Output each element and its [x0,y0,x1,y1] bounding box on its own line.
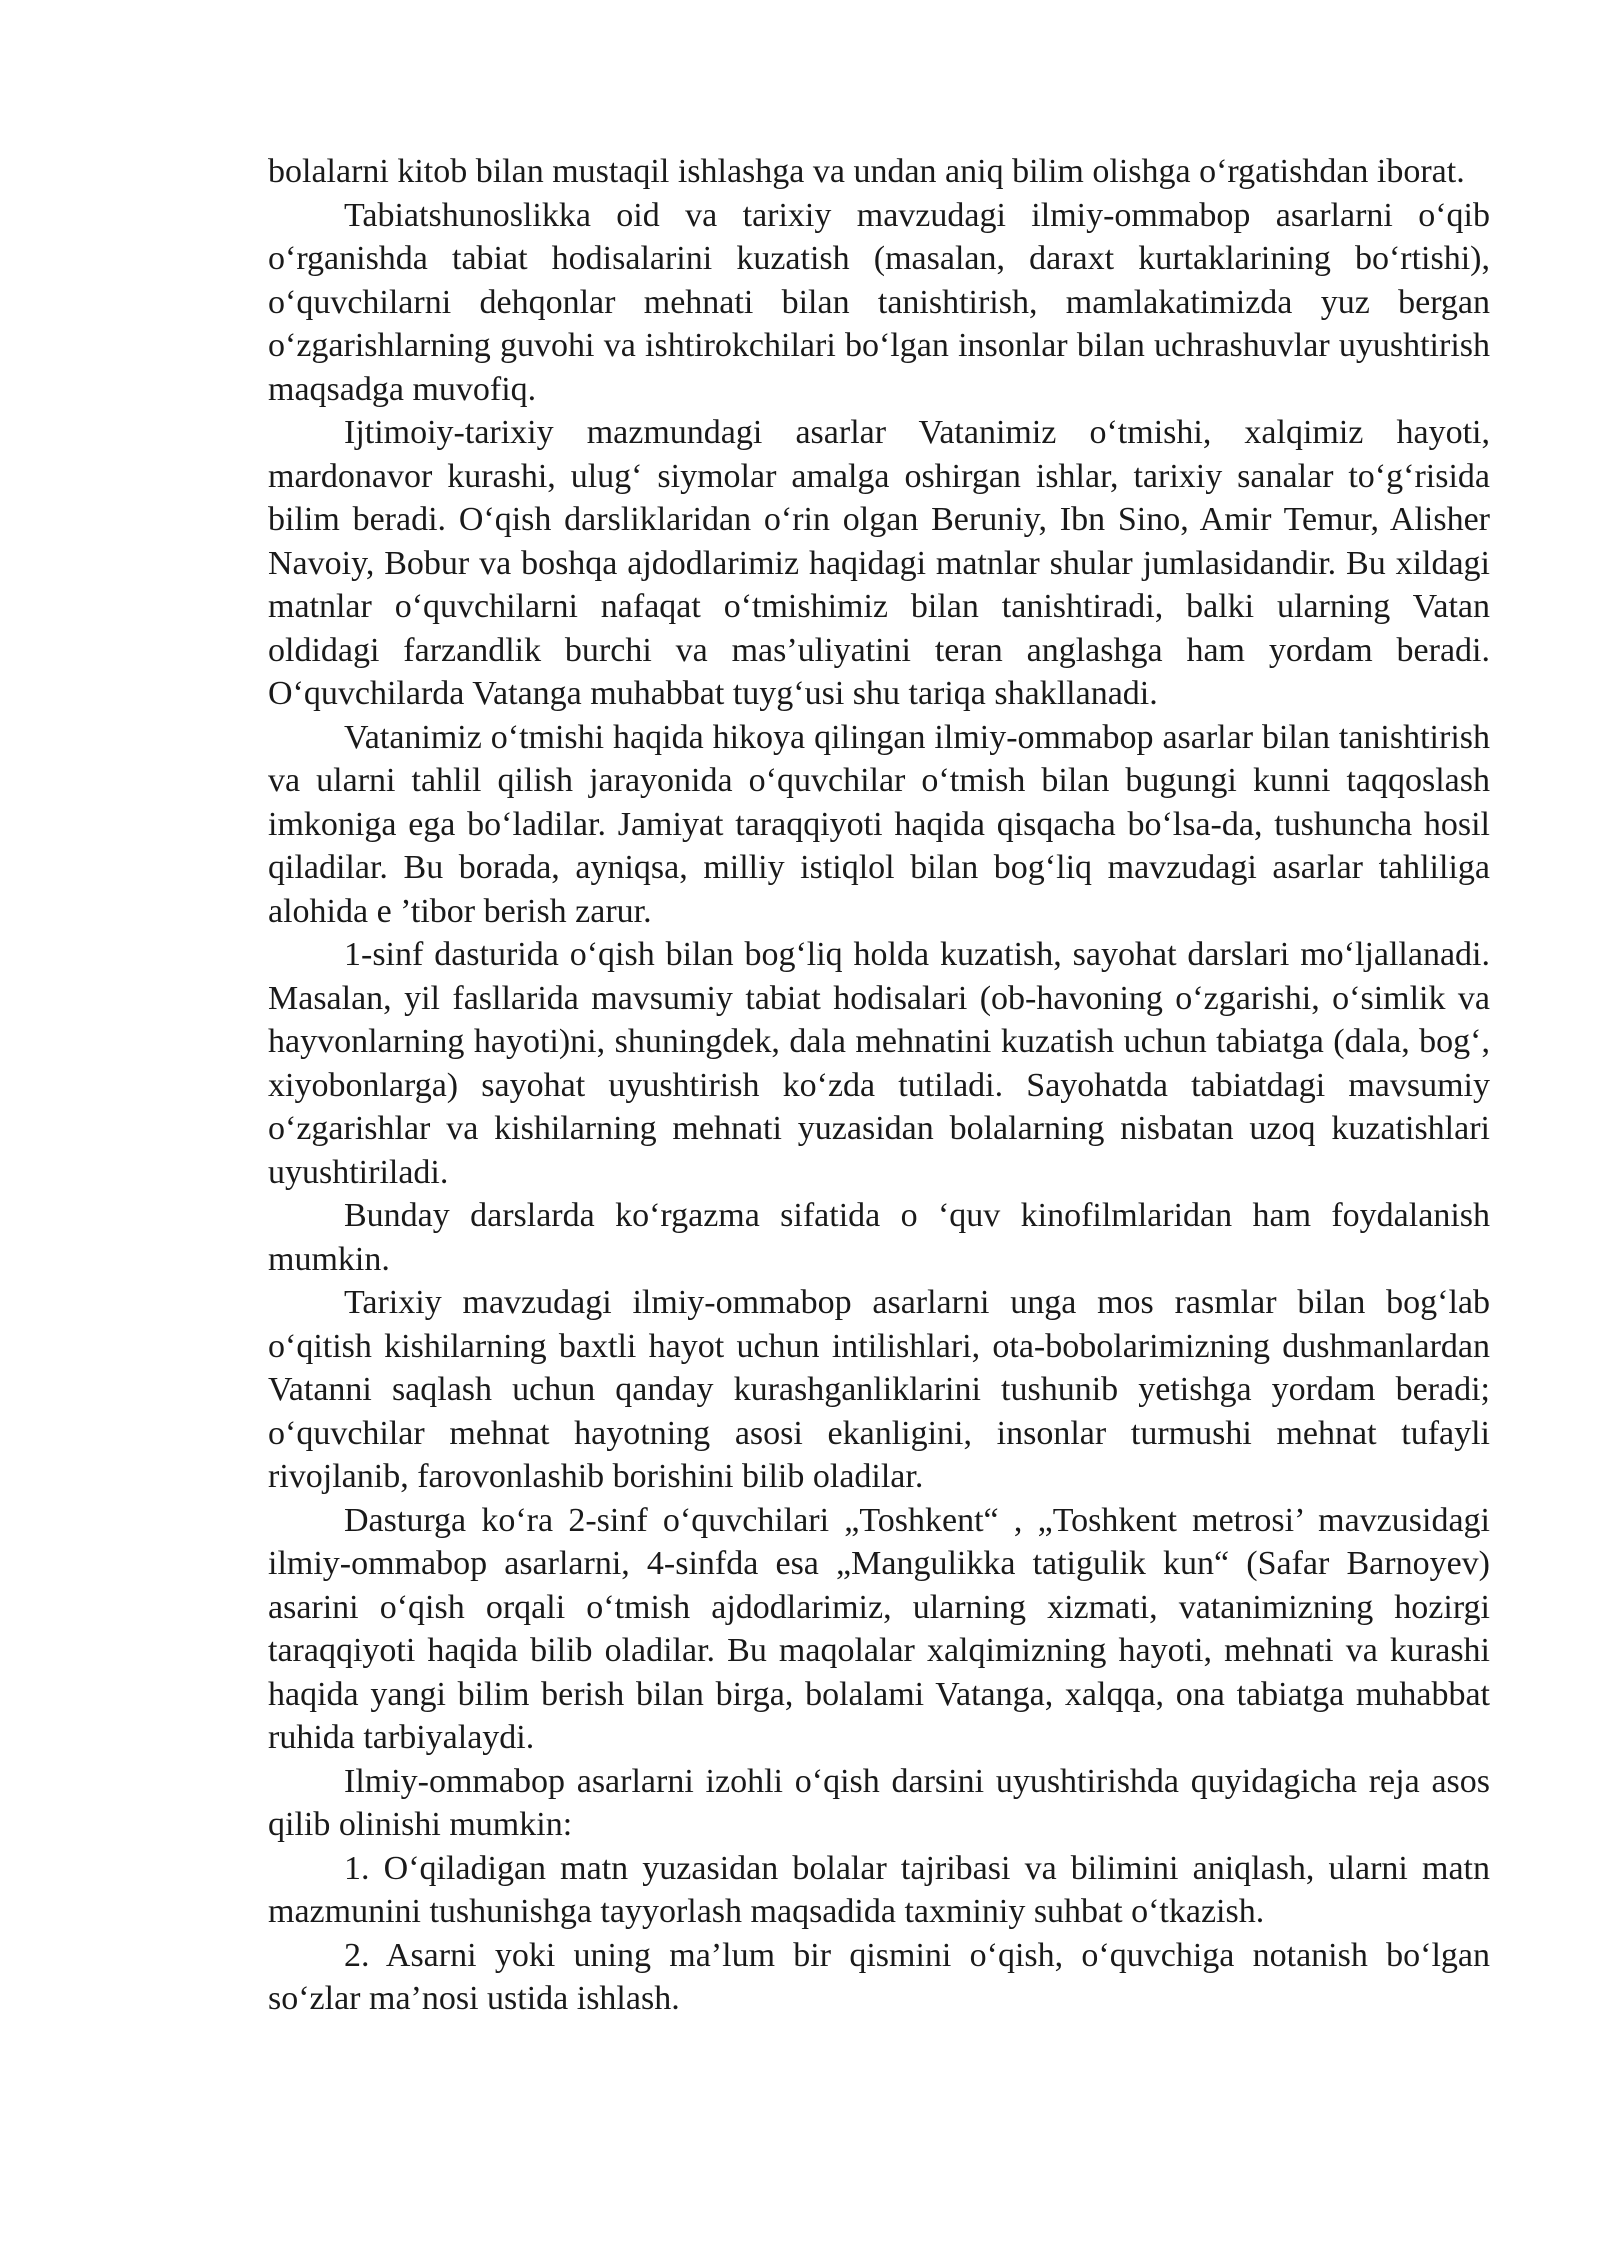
page-body [268,150,1490,2021]
paragraph: Dasturga ko‘ra 2-sinf o‘quvchilari „Toshkent“ , „Toshkent metrosi’ mavzusidagi ilmiy-ommabop asarlarni, 4-sinfda esa „Mangulikka tatigulik kun“ (Safar Barnoyev) asarini o‘qish orqali o‘tmish ajdodlarimiz, ularning xizmati, vatanimizning hozirgi taraqqiyoti haqida bilib oladilar. Bu maqolalar xalqimizning hayoti, mehnati va kurashi haqida yangi bilim berish bilan birga, bolalami Vatanga, xalqqa, ona tabiatga muhabbat ruhida tarbiyalaydi. [268,1501,1490,1756]
paragraph: Tabiatshunoslikka oid va tarixiy mavzudagi ilmiy-ommabop asarlarni o‘qib o‘rganishda tabiat hodisalarini kuzatish (masalan, daraxt kurtaklarining bo‘rtishi), o‘quvchilarni dehqonlar mehnati bilan tanishtirish, mamlakatimizda yuz bergan o‘zgarishlarning guvohi va ishtirokchilari bo‘lgan insonlar bilan uchrashuvlar uyushtirish maqsadga muvofiq. [268,196,1490,408]
list-item: 1. O‘qiladigan matn yuzasidan bolalar tajribasi va bilimini aniqlash, ularni matn mazmunini tushunishga tayyorlash maqsadida taxminiy suhbat o‘tkazish. [268,1849,1490,1930]
paragraph: bolalarni kitob bilan mustaqil ishlashga va undan aniq bilim olishga o‘rgatishdan iborat. [268,153,1465,190]
paragraph: Bunday darslarda ko‘rgazma sifatida o ‘quv kinofilmlaridan ham foydalanish mumkin. [268,1197,1490,1278]
list-item: 2. Asarni yoki uning ma’lum bir qismini o‘qish, o‘quvchiga notanish bo‘lgan so‘zlar ma’nosi ustida ishlash. [268,1936,1490,2017]
paragraph: Tarixiy mavzudagi ilmiy-ommabop asarlarni unga mos rasmlar bilan bog‘lab o‘qitish kishilarning baxtli hayot uchun intilishlari, ota-bobolarimizning dushmanlardan Vatanni saqlash uchun qanday kurashganliklarini tushunib yetishga yordam beradi; o‘quvchilar mehnat hayotning asosi ekanligini, insonlar turmushi mehnat tufayli rivojlanib, farovonlashib borishini bilib oladilar. [268,1284,1490,1495]
paragraph: Ijtimoiy-tarixiy mazmundagi asarlar Vatanimiz o‘tmishi, xalqimiz hayoti, mardonavor kurashi, ulug‘ siymolar amalga oshirgan ishlar, tarixiy sanalar to‘g‘risida bilim beradi. O‘qish darsliklaridan o‘rin olgan Beruniy, Ibn Sino, Amir Temur, Alisher Navoiy, Bobur va boshqa ajdodlarimiz haqidagi matnlar shular jumlasidandir. Bu xildagi matnlar o‘quvchilarni nafaqat o‘tmishimiz bilan tanishtiradi, balki ularning Vatan oldidagi farzandlik burchi va mas’uliyatini teran anglashga ham yordam beradi. O‘quvchilarda Vatanga muhabbat tuyg‘usi shu tariqa shakllanadi. [268,414,1490,712]
paragraph: 1-sinf dasturida o‘qish bilan bog‘liq holda kuzatish, sayohat darslari mo‘ljallanadi. Masalan, yil fasllarida mavsumiy tabiat hodisalari (ob-havoning o‘zgarishi, o‘simlik va hayvonlarning hayoti)ni, shuningdek, dala mehnatini kuzatish uchun tabiatga (dala, bog‘, xiyobonlarga) sayohat uyushtirish ko‘zda tutiladi. Sayohatda tabiatdagi mavsumiy o‘zgarishlar va kishilarning mehnati yuzasidan bolalarning nisbatan uzoq kuzatishlari uyushtiriladi. [268,936,1490,1191]
paragraph: Ilmiy-ommabop asarlarni izohli o‘qish darsini uyushtirishda quyidagicha reja asos qilib olinishi mumkin: [268,1762,1490,1843]
paragraph: Vatanimiz o‘tmishi haqida hikoya qilingan ilmiy-ommabop asarlar bilan tanishtirish va ularni tahlil qilish jarayonida o‘quvchilar o‘tmish bilan bugungi kunni taqqoslash imkoniga ega bo‘ladilar. Jamiyat taraqqiyoti haqida qisqacha bo‘lsa-da, tushuncha hosil qiladilar. Bu borada, ayniqsa, milliy istiqlol bilan bog‘liq mavzudagi asarlar tahliliga alohida e ’tibor berish zarur. [268,718,1490,930]
